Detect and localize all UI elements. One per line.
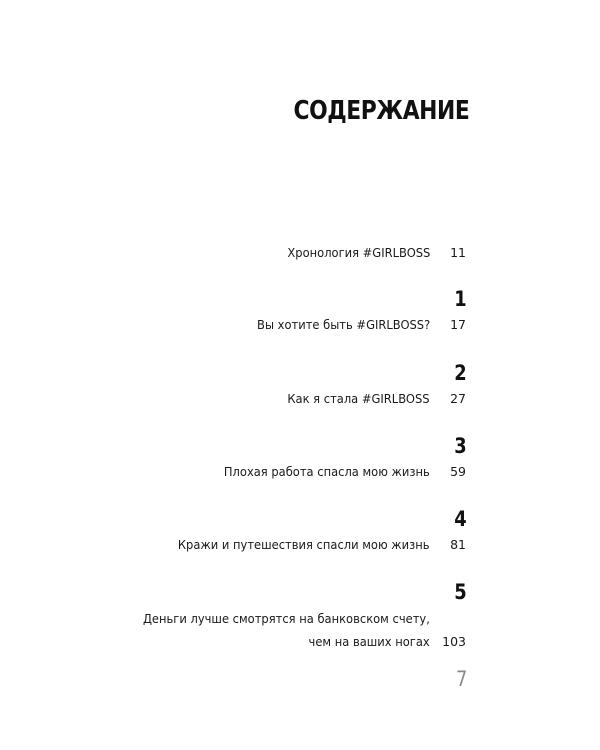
toc-entry-line	[275, 244, 466, 261]
toc-entry-page: 27	[450, 391, 466, 406]
toc-entry-line	[275, 390, 466, 407]
toc-entry-chapter-1	[242, 316, 466, 333]
toc-entry-page: 59	[450, 464, 466, 479]
chapter-number: 4	[454, 507, 467, 531]
toc-entry-page: 11	[450, 245, 466, 260]
toc-entry-title-continued: чем на ваших ногах	[308, 634, 430, 649]
toc-entry-page: 81	[450, 537, 466, 552]
toc-entry-line	[118, 633, 466, 650]
toc-entry-title: Хронология #GIRLBOSS	[287, 245, 430, 260]
toc-entry-page: 103	[442, 634, 466, 649]
toc-entry-title: Как я стала #GIRLBOSS	[287, 391, 430, 406]
chapter-number: 7	[455, 667, 467, 691]
toc-entry-chapter-3	[206, 463, 466, 480]
toc-entry-page: 17	[450, 317, 466, 332]
toc-entry-line	[156, 536, 466, 553]
chapter-number: 2	[454, 361, 467, 385]
toc-entry-chapter-2	[275, 390, 466, 407]
toc-entry-line	[242, 316, 466, 333]
toc-entry-title: Плохая работа спасла мою жизнь	[224, 464, 430, 479]
toc-entry-title: Вы хотите быть #GIRLBOSS?	[256, 317, 430, 332]
toc-entry-line	[206, 463, 466, 480]
page-title: СОДЕРЖАНИЕ	[293, 96, 469, 126]
toc-entry-title: Кражи и путешествия спасли мою жизнь	[178, 537, 430, 552]
chapter-number: 3	[454, 434, 467, 458]
chapter-number: 5	[454, 580, 467, 604]
toc-entry-chapter-4	[156, 536, 466, 553]
toc-entry-chapter-5	[118, 610, 466, 650]
toc-entry-title: Деньги лучше смотрятся на банковском счету,	[143, 611, 430, 626]
chapter-number: 1	[454, 287, 467, 311]
toc-entry-chronology	[275, 244, 466, 261]
toc-entry-line	[118, 610, 466, 627]
